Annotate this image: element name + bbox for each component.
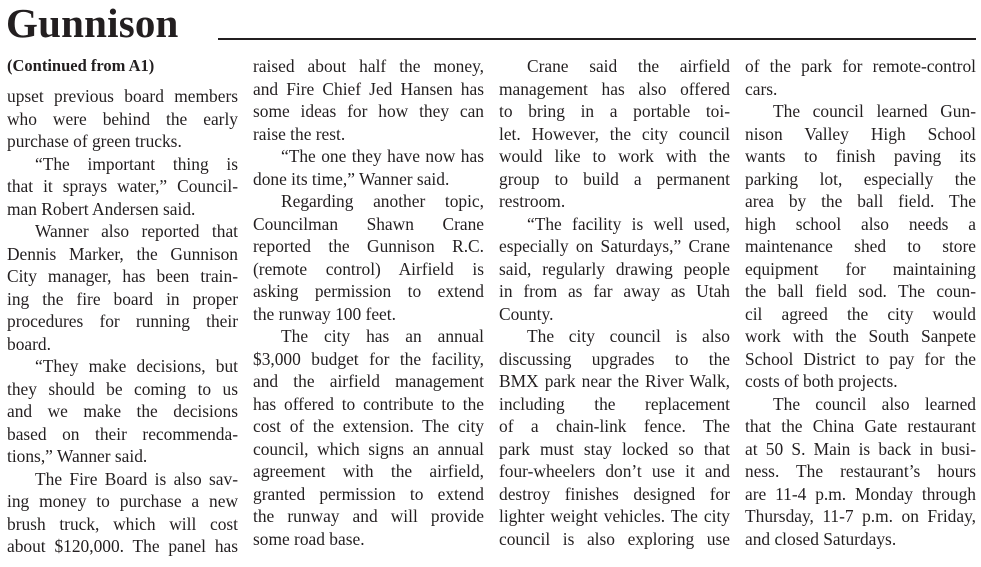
text-line: to bring in a portable toi- xyxy=(499,101,730,121)
text-line: nison Valley High School xyxy=(745,123,976,144)
text-line: cost of the extension. The city xyxy=(253,416,484,436)
text-line: has offered to contribute to the xyxy=(253,393,484,414)
text-line: Crane said the airfield xyxy=(527,56,730,76)
text-line: board. xyxy=(7,333,51,354)
text-line: council, which signs an annual xyxy=(253,438,484,459)
text-line: “The one they have now has xyxy=(281,146,484,166)
text-line: the runway and will provide xyxy=(253,506,484,526)
text-line: in from as far away as Utah xyxy=(499,281,730,301)
article-column-4 xyxy=(745,55,976,550)
text-line: “The important thing is xyxy=(35,153,238,174)
text-line: “The facility is well used, xyxy=(527,213,730,234)
text-line: park must stay locked so that xyxy=(499,438,730,459)
text-line: high school also needs a xyxy=(745,213,976,234)
text-line: School District to pay for the xyxy=(745,348,976,369)
text-line: four-wheelers don’t use it and xyxy=(499,461,730,481)
text-line: the ball field sod. The coun- xyxy=(745,281,976,301)
header-rule xyxy=(218,38,976,40)
text-line: equipment for maintaining xyxy=(745,258,976,279)
text-line: cil agreed the city would xyxy=(745,303,976,324)
text-line: The council also learned xyxy=(773,393,976,414)
text-line: granted permission to extend xyxy=(253,483,484,504)
text-line: cars. xyxy=(745,78,778,99)
text-line: said, regularly drawing people xyxy=(499,258,730,279)
text-line: and Fire Chief Jed Hansen has xyxy=(253,78,484,99)
article-column-2 xyxy=(253,55,484,550)
text-line: agreement with the airfield, xyxy=(253,461,484,481)
text-line: restroom. xyxy=(499,191,566,211)
text-line: costs of both projects. xyxy=(745,371,898,391)
text-line: The council learned Gun- xyxy=(773,101,976,121)
column-1-text xyxy=(7,85,238,558)
text-line: parking lot, especially the xyxy=(745,168,976,189)
text-line: that the China Gate restaurant xyxy=(745,416,976,436)
column-2-text xyxy=(253,55,484,550)
text-line: asking permission to extend xyxy=(253,281,484,301)
text-line: the runway 100 feet. xyxy=(253,303,396,324)
text-line: done its time,” Wanner said. xyxy=(253,168,450,189)
text-line: Wanner also reported that xyxy=(35,221,238,241)
column-3-text xyxy=(499,55,730,550)
section-header xyxy=(6,0,976,48)
text-line: upset previous board members xyxy=(7,86,238,106)
text-line: destroy finishes designed for xyxy=(499,483,730,504)
text-line: some road base. xyxy=(253,528,365,549)
text-line: management has also offered xyxy=(499,78,730,99)
text-line: work with the South Sanpete xyxy=(745,326,976,346)
text-line: maintenance shed to store xyxy=(745,236,976,256)
text-line: The city has an annual xyxy=(281,326,484,346)
text-line: $3,000 budget for the facility, xyxy=(253,348,484,369)
text-line: and we make the decisions xyxy=(7,401,238,421)
text-line: discussing upgrades to the xyxy=(499,348,730,369)
article-column-3 xyxy=(499,55,730,550)
text-line: Councilman Shawn Crane xyxy=(253,213,484,234)
text-line: who were behind the early xyxy=(7,108,238,129)
column-4-text xyxy=(745,55,976,550)
text-line: ing the fire board in proper xyxy=(7,288,238,309)
text-line: Dennis Marker, the Gunnison xyxy=(7,243,238,264)
text-line: brush truck, which will cost xyxy=(7,513,238,534)
text-line: they should be coming to us xyxy=(7,378,238,399)
text-line: that it sprays water,” Council- xyxy=(7,176,238,196)
text-line: including the replacement xyxy=(499,393,730,414)
text-line: wants to finish paving its xyxy=(745,146,976,166)
text-line: and the airfield management xyxy=(253,371,484,391)
text-line: group to build a permanent xyxy=(499,168,730,189)
text-line: at 50 S. Main is back in busi- xyxy=(745,438,976,459)
text-line: (remote control) Airfield is xyxy=(253,258,484,279)
text-line: of the park for remote-control xyxy=(745,56,976,76)
text-line: lighter weight vehicles. The city xyxy=(499,506,730,526)
text-line: ness. The restaurant’s hours xyxy=(745,461,976,481)
text-line: Regarding another topic, xyxy=(281,191,484,211)
text-line: procedures for running their xyxy=(7,311,238,331)
text-line: some ideas for how they can xyxy=(253,101,484,121)
text-line: The city council is also xyxy=(527,326,730,346)
continuation-kicker: (Continued from A1) xyxy=(7,56,155,75)
text-line: purchase of green trucks. xyxy=(7,131,182,151)
text-line: County. xyxy=(499,303,554,324)
text-line: raise the rest. xyxy=(253,123,346,144)
text-line: man Robert Andersen said. xyxy=(7,198,196,219)
section-title: Gunnison xyxy=(6,0,179,46)
text-line: City manager, has been train- xyxy=(7,266,238,286)
text-line: “They make decisions, but xyxy=(35,356,238,376)
text-line: Thursday, 11-7 p.m. on Friday, xyxy=(745,506,976,526)
text-line: about $120,000. The panel has xyxy=(7,536,238,556)
text-line: of a chain-link fence. The xyxy=(499,416,730,436)
text-line: area by the ball field. The xyxy=(745,191,976,211)
text-line: and closed Saturdays. xyxy=(745,528,897,549)
text-line: tions,” Wanner said. xyxy=(7,446,148,466)
text-line: BMX park near the River Walk, xyxy=(499,371,730,391)
text-line: reported the Gunnison R.C. xyxy=(253,236,484,256)
text-line: are 11-4 p.m. Monday through xyxy=(745,483,976,504)
text-line: ing money to purchase a new xyxy=(7,491,238,511)
text-line: based on their recommenda- xyxy=(7,423,238,444)
text-line: would like to work with the xyxy=(499,146,730,166)
text-line: especially on Saturdays,” Crane xyxy=(499,236,730,256)
article-column-1 xyxy=(7,55,238,558)
text-line: let. However, the city council xyxy=(499,123,730,144)
text-line: council is also exploring use xyxy=(499,528,730,549)
text-line: raised about half the money, xyxy=(253,56,484,76)
text-line: The Fire Board is also sav- xyxy=(35,468,238,489)
